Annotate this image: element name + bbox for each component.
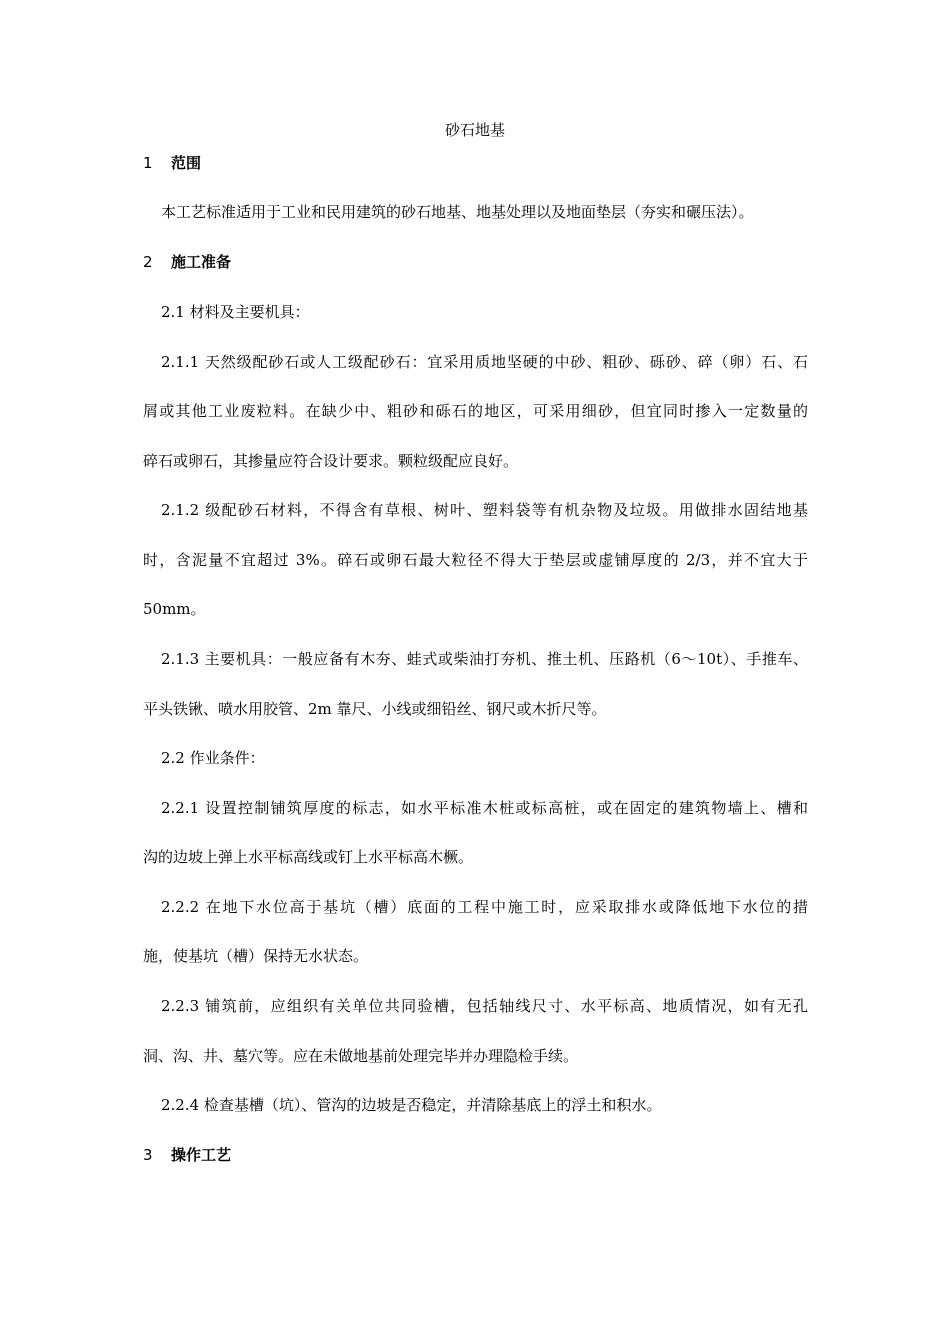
section-heading-1: [143, 151, 808, 175]
paragraph-line: 时，含泥量不宜超过 3%。碎石或卵石最大粒径不得大于垫层或虚铺厚度的 2/3，并不宜大于: [143, 551, 808, 569]
section-heading-3: [143, 1143, 808, 1167]
section-heading-text: 施工准备: [171, 253, 232, 271]
paragraph-line: 2.2.1 设置控制铺筑厚度的标志，如水平标准木桩或标高桩，或在固定的建筑物墙上、槽和: [161, 799, 808, 817]
paragraph-line: 屑或其他工业废粒料。在缺少中、粗砂和砾石的地区，可采用细砂，但宜同时掺入一定数量的: [143, 402, 808, 420]
section-number: 2: [143, 253, 153, 271]
paragraph-line: 2.2.4 检查基槽（坑）、管沟的边坡是否稳定，并清除基底上的浮土和积水。: [161, 1096, 662, 1114]
paragraph-line: 2.1.2 级配砂石材料，不得含有草根、树叶、塑料袋等有机杂物及垃圾。用做排水固结地基: [161, 501, 808, 519]
paragraph-line: 平头铁锹、喷水用胶管、2m 靠尺、小线或细铅丝、钢尺或木折尺等。: [143, 700, 607, 718]
section-heading-2: [143, 250, 808, 274]
paragraph-line: 2.2.3 铺筑前，应组织有关单位共同验槽，包括轴线尺寸、水平标高、地质情况，如有无孔: [161, 997, 808, 1015]
subsection-heading: 2.1 材料及主要机具：: [161, 303, 310, 321]
section-number: 3: [143, 1146, 153, 1164]
paragraph-line: 本工艺标准适用于工业和民用建筑的砂石地基、地基处理以及地面垫层（夯实和碾压法）。: [161, 203, 754, 221]
section-heading-text: 范围: [171, 154, 202, 172]
paragraph-line: 50mm。: [143, 600, 206, 618]
subsection-heading: 2.2 作业条件：: [161, 749, 265, 767]
paragraph-line: 洞、沟、井、墓穴等。应在未做地基前处理完毕并办理隐检手续。: [143, 1047, 579, 1065]
paragraph-line: 施，使基坑（槽）保持无水状态。: [143, 947, 369, 965]
paragraph-line: 2.2.2 在地下水位高于基坑（槽）底面的工程中施工时，应采取排水或降低地下水位的措: [161, 898, 808, 916]
document-title: 砂石地基: [444, 121, 505, 139]
paragraph-line: 碎石或卵石，其掺量应符合设计要求。颗粒级配应良好。: [143, 452, 519, 470]
section-heading-text: 操作工艺: [171, 1146, 232, 1164]
paragraph-line: 2.1.1 天然级配砂石或人工级配砂石：宜采用质地坚硬的中砂、粗砂、砾砂、碎（卵）石、石: [161, 353, 808, 371]
paragraph-line: 沟的边坡上弹上水平标高线或钉上水平标高木橛。: [143, 848, 474, 866]
section-number: 1: [143, 154, 153, 172]
paragraph-line: 2.1.3 主要机具：一般应备有木夯、蛙式或柴油打夯机、推土机、压路机（6～10t）、手推车、: [161, 650, 808, 668]
